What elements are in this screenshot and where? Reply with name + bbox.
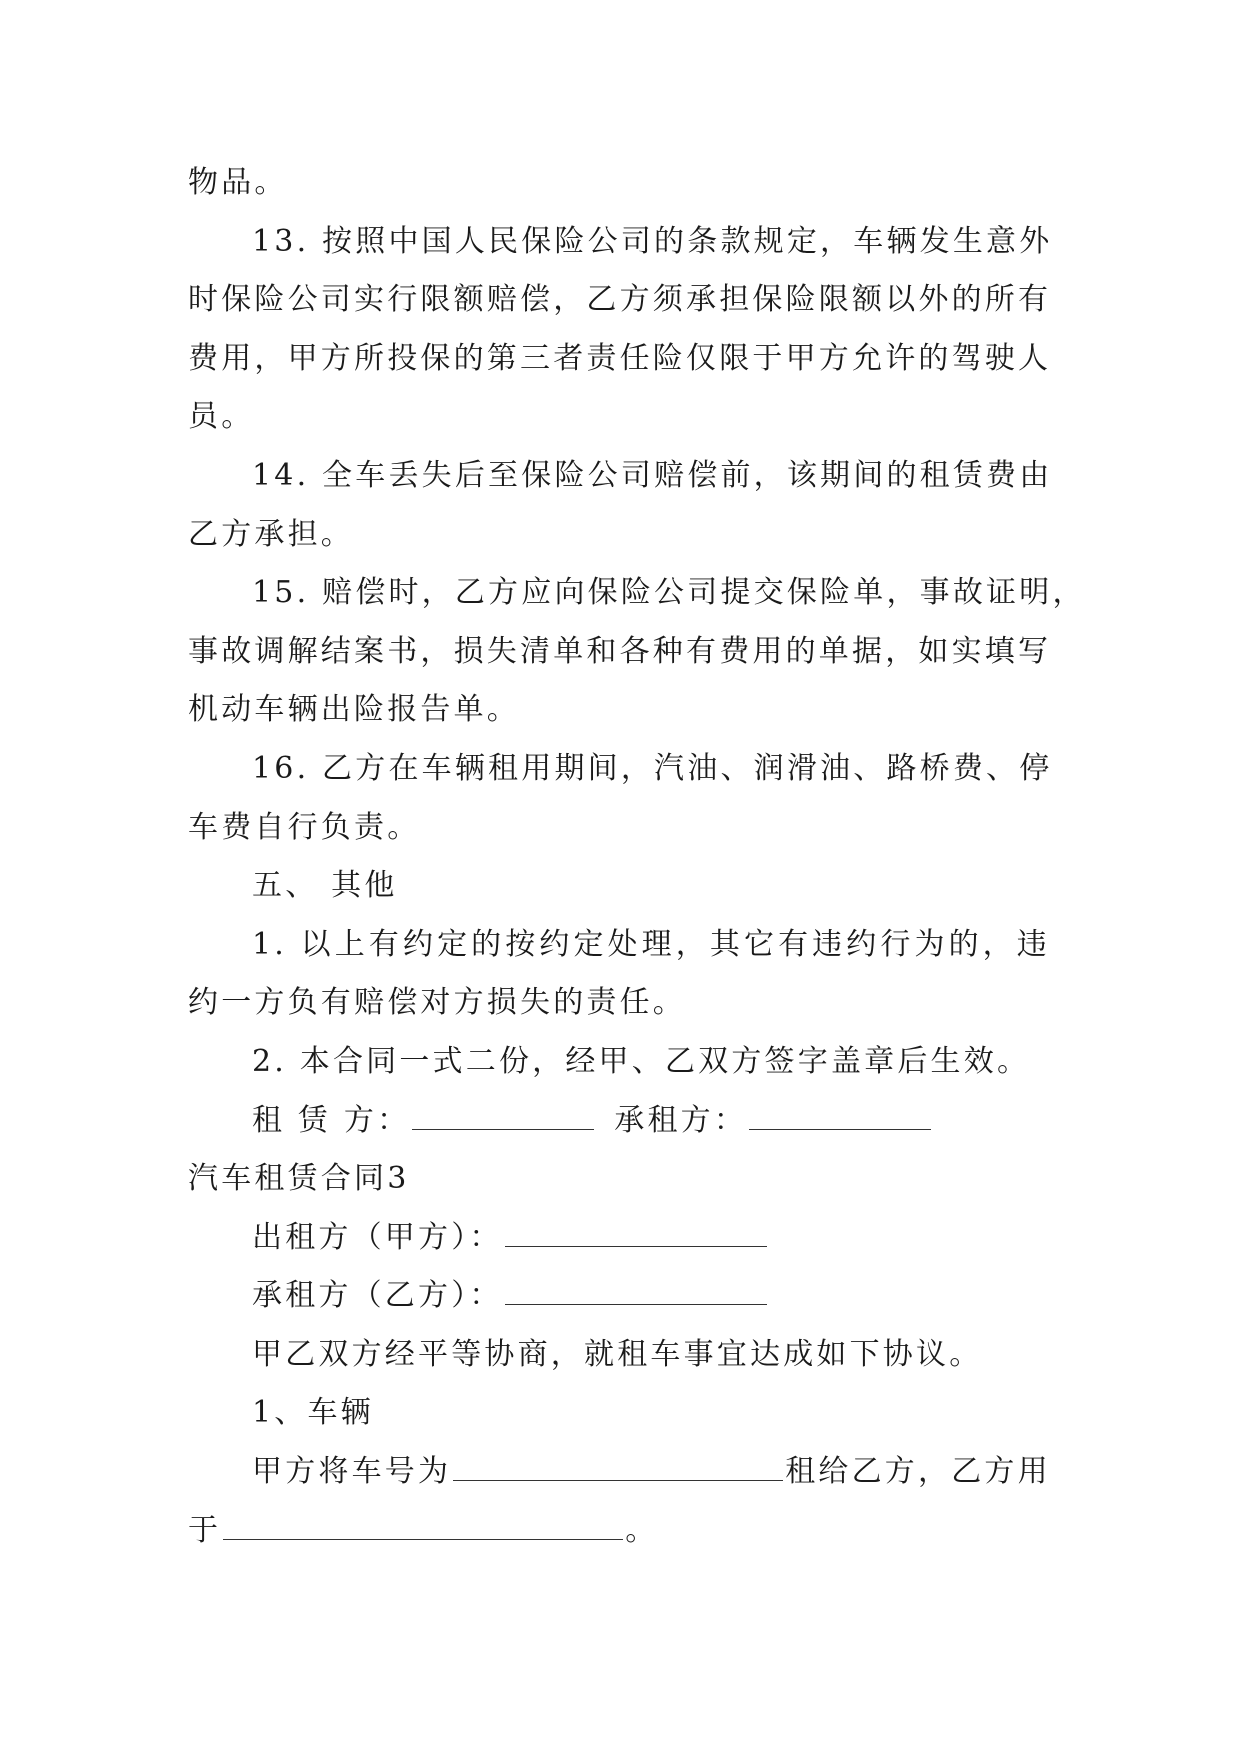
vehicle-line-prefix: 甲方将车号为 — [252, 1454, 452, 1490]
lessee-signature-blank[interactable] — [749, 1099, 931, 1130]
lessee-label: 承租方： — [614, 1102, 748, 1138]
party-b-blank[interactable] — [505, 1274, 767, 1305]
paragraph-line: 物品。 — [188, 165, 288, 200]
clause-14-line-1: 14. 全车丢失后至保险公司赔偿前，该期间的租赁费由 — [252, 457, 1053, 493]
party-a-blank[interactable] — [505, 1216, 767, 1247]
clause-15-line-1: 15. 赔偿时，乙方应向保险公司提交保险单，事故证明， — [252, 575, 1086, 611]
party-a-label: 出租方（甲方）： — [252, 1219, 503, 1255]
clause-13-line-3: 费用，甲方所投保的第三者责任险仅限于甲方允许的驾驶人 — [188, 340, 1052, 376]
clause-15-line-2: 事故调解结案书，损失清单和各种有费用的单据，如实填写 — [188, 633, 1052, 669]
party-a-line — [188, 1209, 1050, 1268]
clause-15-line-3: 机动车辆出险报告单。 — [188, 692, 520, 728]
document-body — [188, 154, 1086, 1560]
section-1-heading: 1、车辆 — [252, 1395, 374, 1431]
use-line — [188, 1502, 1050, 1561]
party-b-label: 承租方（乙方）： — [252, 1278, 503, 1314]
use-purpose-blank[interactable] — [223, 1509, 623, 1540]
vehicle-line-suffix: 租给乙方，乙方用 — [785, 1454, 1051, 1490]
clause-14-line-2: 乙方承担。 — [188, 516, 354, 552]
use-line-suffix: 。 — [625, 1512, 659, 1548]
clause-13-line-4: 员。 — [188, 399, 255, 435]
clause-13-line-1: 13. 按照中国人民保险公司的条款规定，车辆发生意外 — [252, 223, 1053, 259]
lessor-label: 租 赁 方： — [252, 1102, 411, 1138]
vehicle-line — [188, 1443, 1050, 1502]
clause-16-line-1: 16. 乙方在车辆租用期间，汽油、润滑油、路桥费、停 — [252, 750, 1053, 786]
lessor-signature-blank[interactable] — [412, 1099, 594, 1130]
clause-13-line-2: 时保险公司实行限额赔偿，乙方须承担保险限额以外的所有 — [188, 282, 1052, 318]
section-5-heading: 五、 其他 — [252, 868, 398, 904]
other-2-line: 2. 本合同一式二份，经甲、乙双方签字盖章后生效。 — [252, 1043, 1031, 1079]
party-b-line — [188, 1267, 1050, 1326]
clause-16-line-2: 车费自行负责。 — [188, 809, 421, 845]
vehicle-number-blank[interactable] — [453, 1450, 783, 1481]
use-line-prefix: 于 — [188, 1512, 222, 1548]
other-1-line-1: 1. 以上有约定的按约定处理，其它有违约行为的，违 — [252, 926, 1050, 962]
contract-3-title: 汽车租赁合同3 — [188, 1161, 410, 1197]
other-1-line-2: 约一方负有赔偿对方损失的责任。 — [188, 985, 686, 1021]
contract-3-intro: 甲乙双方经平等协商，就租车事宜达成如下协议。 — [252, 1336, 983, 1372]
signature-line — [188, 1092, 1050, 1151]
